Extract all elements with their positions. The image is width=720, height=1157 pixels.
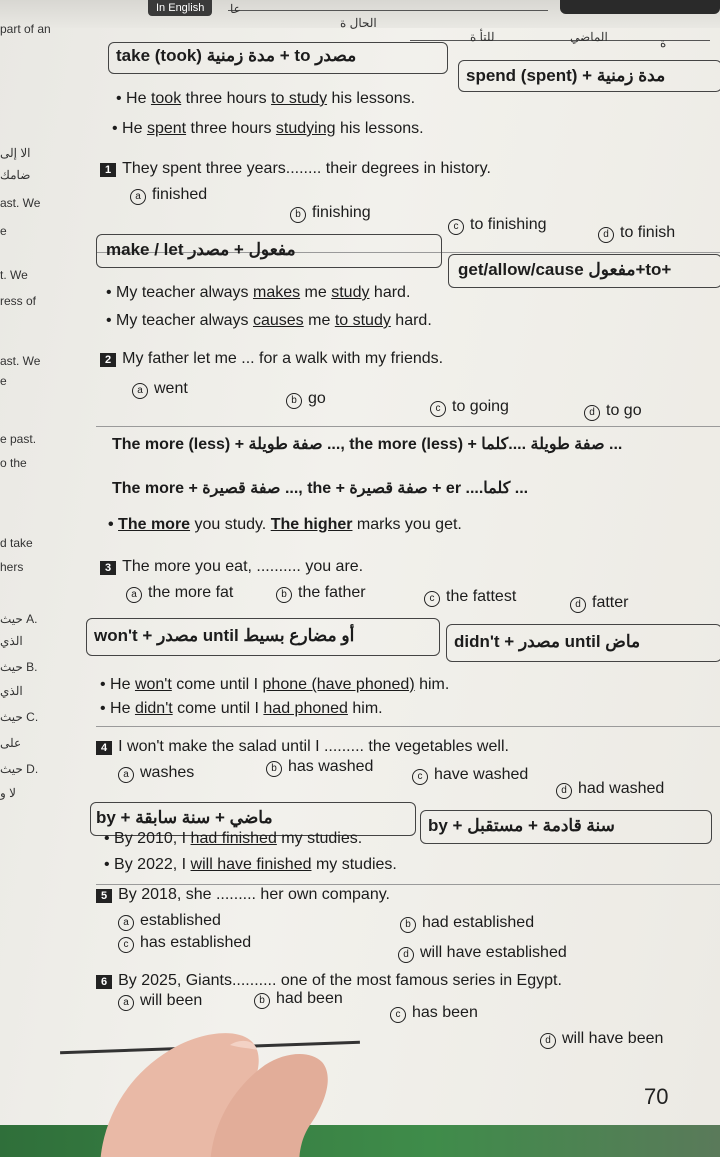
rule-text: by + ماضي + سنة سابقة [96,808,273,827]
example-sentence: • The more you study. The higher marks you get. [108,516,462,533]
margin-text: الا إلى [0,146,31,160]
header-word: ة [660,36,667,50]
margin-text: o the [0,456,27,470]
question: 2 My father let me ... for a walk with my friends. [100,350,443,368]
margin-text: ast. We [0,196,41,210]
margin-text: part of an [0,22,51,36]
option: b had established [400,914,534,933]
option: c the fattest [424,588,516,607]
margin-text: حيث D. [0,762,39,776]
header-word: للتأ ة [470,30,495,44]
option: d to finish [598,224,675,243]
option: d will have established [398,944,567,963]
example-sentence: • He didn't come until I had phoned him. [100,700,383,717]
rule-text: The more + صفة قصيرة ..., the + صفة قصيرة + er ....كلما ... [112,480,529,497]
example-sentence: • He took three hours to study his lessons. [116,90,416,107]
rule-text: won't + مصدر until أو مضارع بسيط [94,626,355,645]
separator [96,884,720,885]
header-word: عا [230,2,241,16]
header-rule [228,10,548,11]
example-sentence: • My teacher always causes me to study hard. [106,312,432,329]
option: a went [132,380,188,399]
header-tab: In English [148,0,212,16]
rule-text: take (took) مدة زمنية + to مصدر [116,46,357,65]
header-word: الماضي [570,30,608,44]
rule-text: didn't + مصدر until ماض [454,632,641,651]
question: 5 By 2018, she ......... her own company. [96,886,390,904]
option: a established [118,912,221,931]
margin-text: d take [0,536,33,550]
example-sentence: • By 2010, I had finished my studies. [104,830,363,847]
margin-text: حيث A. [0,612,38,626]
option: b has washed [266,758,373,777]
question: 4 I won't make the salad until I ......... the vegetables well. [96,738,509,756]
option: b go [286,390,326,409]
rule-text: make / let مفعول + مصدر [106,240,296,259]
option: a washes [118,764,194,783]
option: b had been [254,990,343,1009]
rule-text: by + سنة قادمة + مستقبل [428,816,615,835]
margin-text: e past. [0,432,37,446]
margin-text: لا و [0,786,16,800]
question: 6 By 2025, Giants.......... one of the most famous series in Egypt. [96,972,562,990]
example-sentence: • He won't come until I phone (have phoned) him. [100,676,450,693]
page-number: 70 [644,1084,669,1109]
margin-text: الذي [0,684,23,698]
option: c have washed [412,766,528,785]
option: c has been [390,1004,478,1023]
option: b the father [276,584,366,603]
option: a finished [130,186,207,205]
option: b finishing [290,204,371,223]
rule-text: get/allow/cause مفعول+to+ [458,260,672,279]
finger-image [60,1010,380,1157]
margin-text: t. We [0,268,28,282]
question: 3 The more you eat, .......... you are. [100,558,363,576]
header-dark-band [560,0,720,14]
margin-text: الذي [0,634,23,648]
margin-text: e [0,374,7,388]
margin-text: ضامك [0,168,31,182]
separator [96,726,720,727]
rule-text: The more (less) + صفة طويلة ..., the more (less) + صفة طويلة ....كلما ... [112,436,623,453]
option: d fatter [570,594,628,613]
margin-text: e [0,224,7,238]
rule-text: spend (spent) + مدة زمنية [466,66,666,85]
margin-text: حيث B. [0,660,38,674]
option: d will have been [540,1030,663,1049]
example-sentence: • He spent three hours studying his lessons. [112,120,424,137]
example-sentence: • My teacher always makes me study hard. [106,284,411,301]
header-word: الحال ة [340,16,377,30]
separator [96,426,720,427]
option: d had washed [556,780,664,799]
option: c to going [430,398,509,417]
option: c to finishing [448,216,547,235]
question: 1 They spent three years........ their degrees in history. [100,160,491,178]
example-sentence: • By 2022, I will have finished my studies. [104,856,397,873]
margin-text: على [0,736,22,750]
option: a will been [118,992,202,1011]
margin-text: hers [0,560,24,574]
option: a the more fat [126,584,233,603]
option: d to go [584,402,642,421]
margin-text: ast. We [0,354,41,368]
margin-text: ress of [0,294,37,308]
option: c has established [118,934,251,953]
margin-text: حيث C. [0,710,39,724]
